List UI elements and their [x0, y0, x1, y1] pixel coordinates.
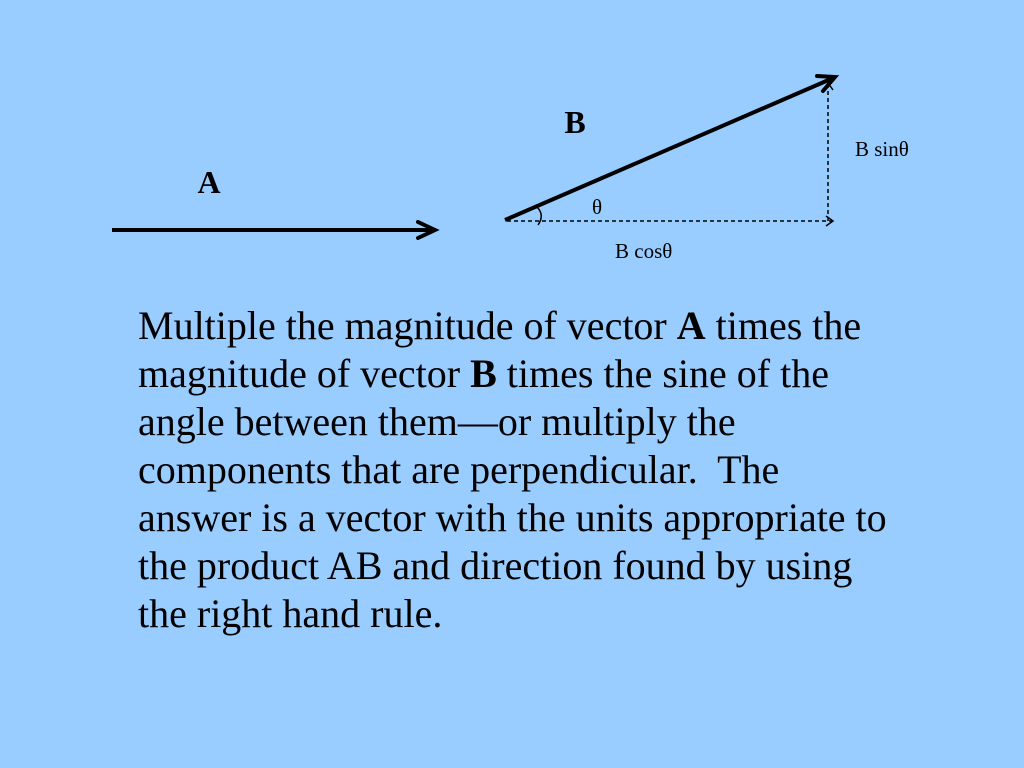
b-sin-component: [823, 83, 833, 221]
vector-a: [112, 222, 435, 238]
paragraph-line: [138, 350, 958, 398]
vector-b-line: [505, 79, 832, 221]
b-sin-label: B sinθ: [855, 137, 909, 161]
text-segment: times the sine of the: [496, 351, 829, 396]
b-cos-label: B cosθ: [615, 239, 673, 263]
theta-label: θ: [591, 195, 603, 219]
paragraph-line: the product AB and direction found by using: [138, 543, 853, 588]
angle-arc: [537, 207, 541, 225]
text-segment: times the: [705, 303, 862, 348]
explanation-paragraph: [138, 302, 958, 638]
vector-a-label: A: [197, 164, 221, 200]
vector-b: [505, 76, 835, 220]
paragraph-line: [138, 302, 958, 350]
paragraph-line: components that are perpendicular. The: [138, 447, 780, 492]
bold-vector-a: A: [676, 303, 706, 348]
vector-diagram: [0, 0, 1024, 300]
text-segment: Multiple the magnitude of vector: [138, 303, 677, 348]
paragraph-line: the right hand rule.: [138, 591, 443, 636]
text-segment: magnitude of vector: [138, 351, 471, 396]
paragraph-line: angle between them—or multiply the: [138, 399, 736, 444]
b-cos-component: [507, 216, 833, 226]
vector-b-label: B: [564, 104, 586, 140]
bold-vector-b: B: [470, 351, 497, 396]
paragraph-line: answer is a vector with the units appropriate to: [138, 495, 887, 540]
